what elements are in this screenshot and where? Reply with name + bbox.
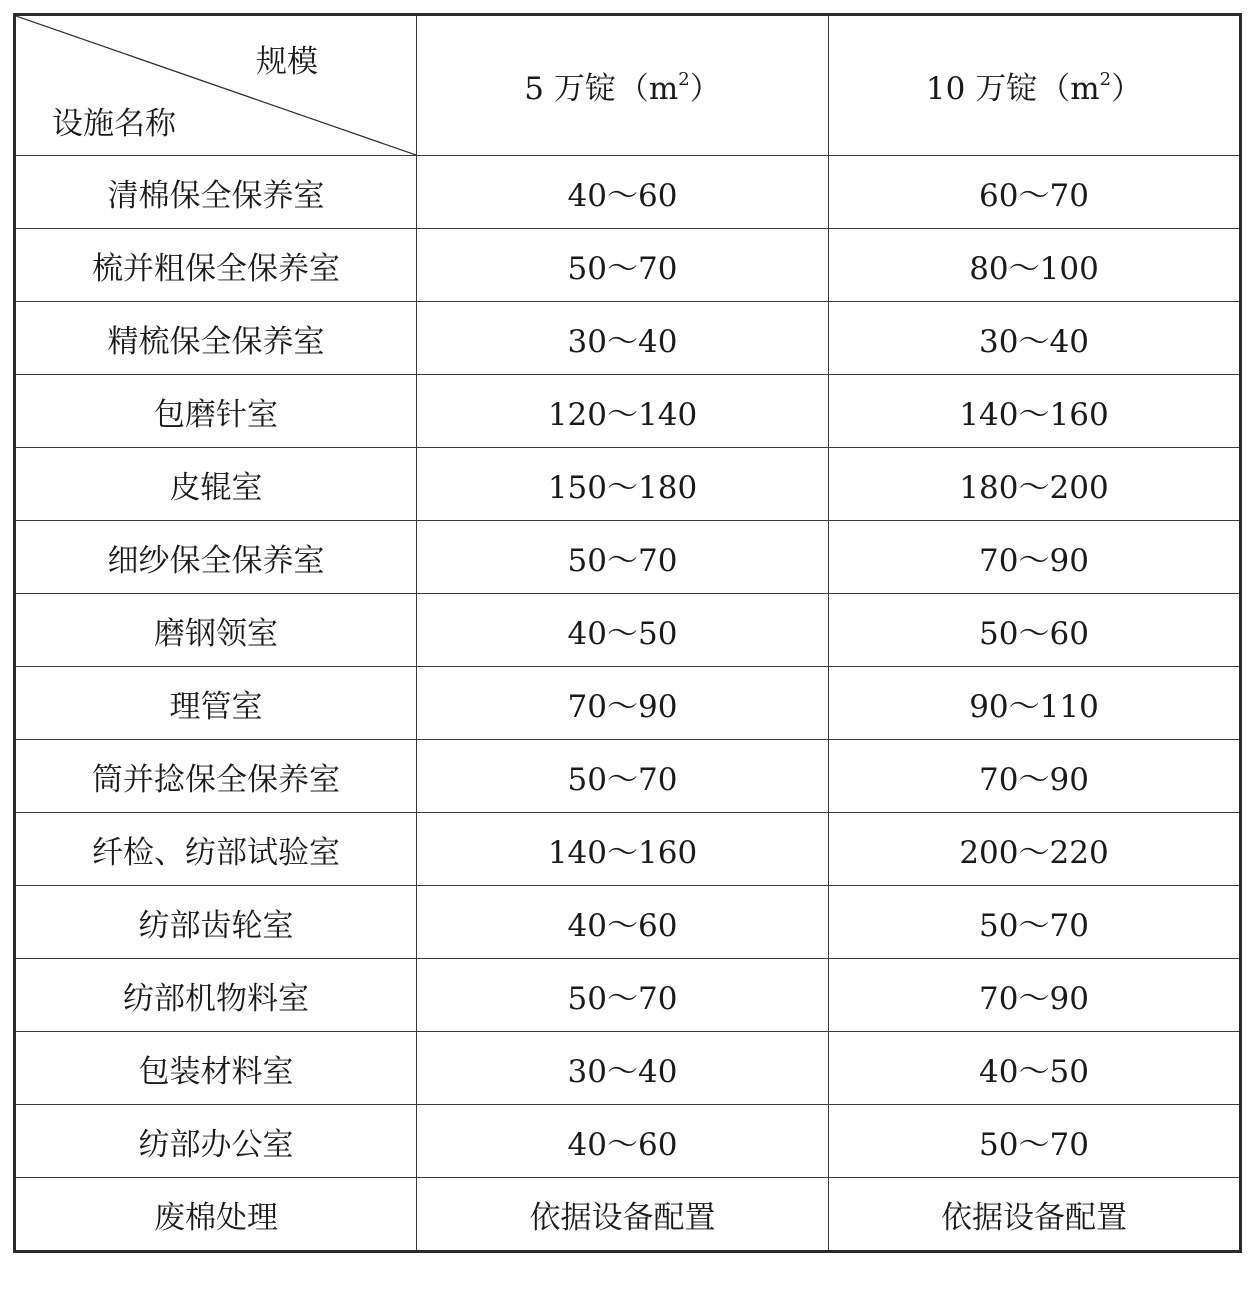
facility-name-cell: 磨钢领室 — [15, 594, 417, 667]
area-10wan-cell: 70～90 — [829, 740, 1241, 813]
header-10wan-spindles — [829, 15, 1241, 156]
header-10wan-prefix: 10 万锭 — [925, 71, 1038, 107]
area-5wan-cell: 70～90 — [417, 667, 829, 740]
area-10wan-cell: 70～90 — [829, 521, 1241, 594]
area-5wan-cell: 40～50 — [417, 594, 829, 667]
area-5wan-cell: 30～40 — [417, 1032, 829, 1105]
table-row — [15, 1032, 1241, 1105]
table-row — [15, 156, 1241, 229]
table-row — [15, 959, 1241, 1032]
table-row — [15, 229, 1241, 302]
facility-area-table — [13, 13, 1242, 1253]
facility-name-header-label: 设施名称 — [52, 106, 176, 142]
header-10wan-close-paren: ） — [1111, 71, 1143, 107]
area-10wan-cell: 90～110 — [829, 667, 1241, 740]
header-10wan-unit-exponent: 2 — [1099, 68, 1112, 90]
table-row — [15, 594, 1241, 667]
facility-name-cell: 纺部齿轮室 — [15, 886, 417, 959]
area-10wan-cell: 50～70 — [829, 886, 1241, 959]
header-5wan-unit-exponent: 2 — [678, 68, 690, 90]
area-5wan-cell: 140～160 — [417, 813, 829, 886]
facility-name-cell: 包装材料室 — [15, 1032, 417, 1105]
header-5wan-prefix: 5 万锭 — [524, 71, 616, 107]
header-5wan-unit: m — [648, 71, 679, 107]
area-5wan-cell: 30～40 — [417, 302, 829, 375]
area-10wan-cell: 50～60 — [829, 594, 1241, 667]
facility-name-cell: 梳并粗保全保养室 — [15, 229, 417, 302]
table-row — [15, 886, 1241, 959]
table-row — [15, 1178, 1241, 1252]
area-10wan-cell: 70～90 — [829, 959, 1241, 1032]
table-header-row — [15, 15, 1241, 156]
facility-name-cell: 纤检、纺部试验室 — [15, 813, 417, 886]
scale-header-label: 规模 — [256, 44, 318, 80]
facility-name-cell: 废棉处理 — [15, 1178, 417, 1252]
facility-name-cell: 细纱保全保养室 — [15, 521, 417, 594]
area-5wan-cell: 40～60 — [417, 1105, 829, 1178]
header-5wan-spindles — [417, 15, 829, 156]
area-10wan-cell: 50～70 — [829, 1105, 1241, 1178]
area-10wan-cell: 30～40 — [829, 302, 1241, 375]
area-10wan-cell: 180～200 — [829, 448, 1241, 521]
header-10wan-unit: m — [1070, 71, 1100, 107]
facility-name-cell: 理管室 — [15, 667, 417, 740]
table-row — [15, 302, 1241, 375]
table-row — [15, 375, 1241, 448]
area-10wan-cell: 依据设备配置 — [829, 1178, 1241, 1252]
area-5wan-cell: 150～180 — [417, 448, 829, 521]
facility-name-cell: 纺部办公室 — [15, 1105, 417, 1178]
area-5wan-cell: 依据设备配置 — [417, 1178, 829, 1252]
table-row — [15, 667, 1241, 740]
table-row — [15, 1105, 1241, 1178]
area-10wan-cell: 60～70 — [829, 156, 1241, 229]
facility-name-cell: 纺部机物料室 — [15, 959, 417, 1032]
diagonal-header-cell — [15, 15, 417, 156]
area-10wan-cell: 40～50 — [829, 1032, 1241, 1105]
table-row — [15, 448, 1241, 521]
area-5wan-cell: 50～70 — [417, 740, 829, 813]
area-5wan-cell: 50～70 — [417, 229, 829, 302]
area-10wan-cell: 140～160 — [829, 375, 1241, 448]
facility-name-cell: 皮辊室 — [15, 448, 417, 521]
facility-name-cell: 精梳保全保养室 — [15, 302, 417, 375]
facility-name-cell: 包磨针室 — [15, 375, 417, 448]
facility-name-cell: 筒并捻保全保养室 — [15, 740, 417, 813]
table-row — [15, 740, 1241, 813]
area-5wan-cell: 50～70 — [417, 521, 829, 594]
area-5wan-cell: 40～60 — [417, 156, 829, 229]
table-row — [15, 813, 1241, 886]
facility-name-cell: 清棉保全保养室 — [15, 156, 417, 229]
area-5wan-cell: 50～70 — [417, 959, 829, 1032]
area-10wan-cell: 200～220 — [829, 813, 1241, 886]
area-5wan-cell: 120～140 — [417, 375, 829, 448]
header-5wan-close-paren: ） — [689, 71, 721, 107]
header-5wan-open-paren: （ — [617, 71, 649, 107]
area-5wan-cell: 40～60 — [417, 886, 829, 959]
header-10wan-open-paren: （ — [1039, 71, 1071, 107]
table-row — [15, 521, 1241, 594]
area-10wan-cell: 80～100 — [829, 229, 1241, 302]
